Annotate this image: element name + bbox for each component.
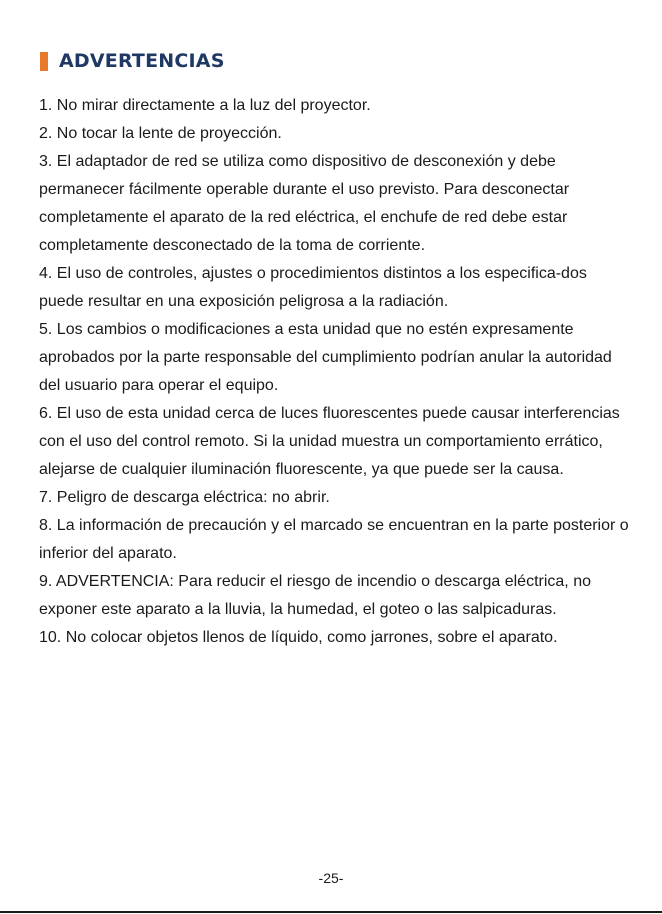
section-header: [40, 50, 225, 72]
warnings-list: [39, 92, 629, 652]
warning-item-4: 4. El uso de controles, ajustes o procedimientos distintos a los especifica-dos puede resultar en una exposición peligrosa a la radiación.: [39, 265, 587, 310]
page-number: -25-: [318, 870, 344, 886]
warning-item-7: 7. Peligro de descarga eléctrica: no abrir.: [39, 489, 330, 506]
warning-item-9: 9. ADVERTENCIA: Para reducir el riesgo de incendio o descarga eléctrica, no exponer este aparato a la lluvia, la humedad, el goteo o las salpicaduras.: [39, 573, 591, 618]
bottom-divider: [0, 911, 662, 913]
warning-item-3: 3. El adaptador de red se utiliza como dispositivo de desconexión y debe permanecer fácilmente operable durante el uso previsto. Para desconectar completamente el aparato de la red eléctrica, el enchufe de red debe estar completamente desconectado de la toma de corriente.: [39, 153, 570, 254]
warning-item-1: 1. No mirar directamente a la luz del proyector.: [39, 97, 371, 114]
page-title: ADVERTENCIAS: [59, 50, 225, 72]
warning-item-2: 2. No tocar la lente de proyección.: [39, 125, 282, 142]
warning-item-10: 10. No colocar objetos llenos de líquido, como jarrones, sobre el aparato.: [39, 629, 558, 646]
warning-item-6: 6. El uso de esta unidad cerca de luces fluorescentes puede causar interferencias con el uso del control remoto. Si la unidad muestra un comportamiento errático, alejarse de cualquier iluminación fluorescente, ya que puede ser la causa.: [39, 405, 620, 478]
header-accent-bar: [40, 52, 48, 71]
warning-item-5: 5. Los cambios o modificaciones a esta unidad que no estén expresamente aprobados por la parte responsable del cumplimiento podrían anular la autoridad del usuario para operar el equipo.: [39, 321, 612, 394]
warning-item-8: 8. La información de precaución y el marcado se encuentran en la parte posterior o inferior del aparato.: [39, 517, 629, 562]
